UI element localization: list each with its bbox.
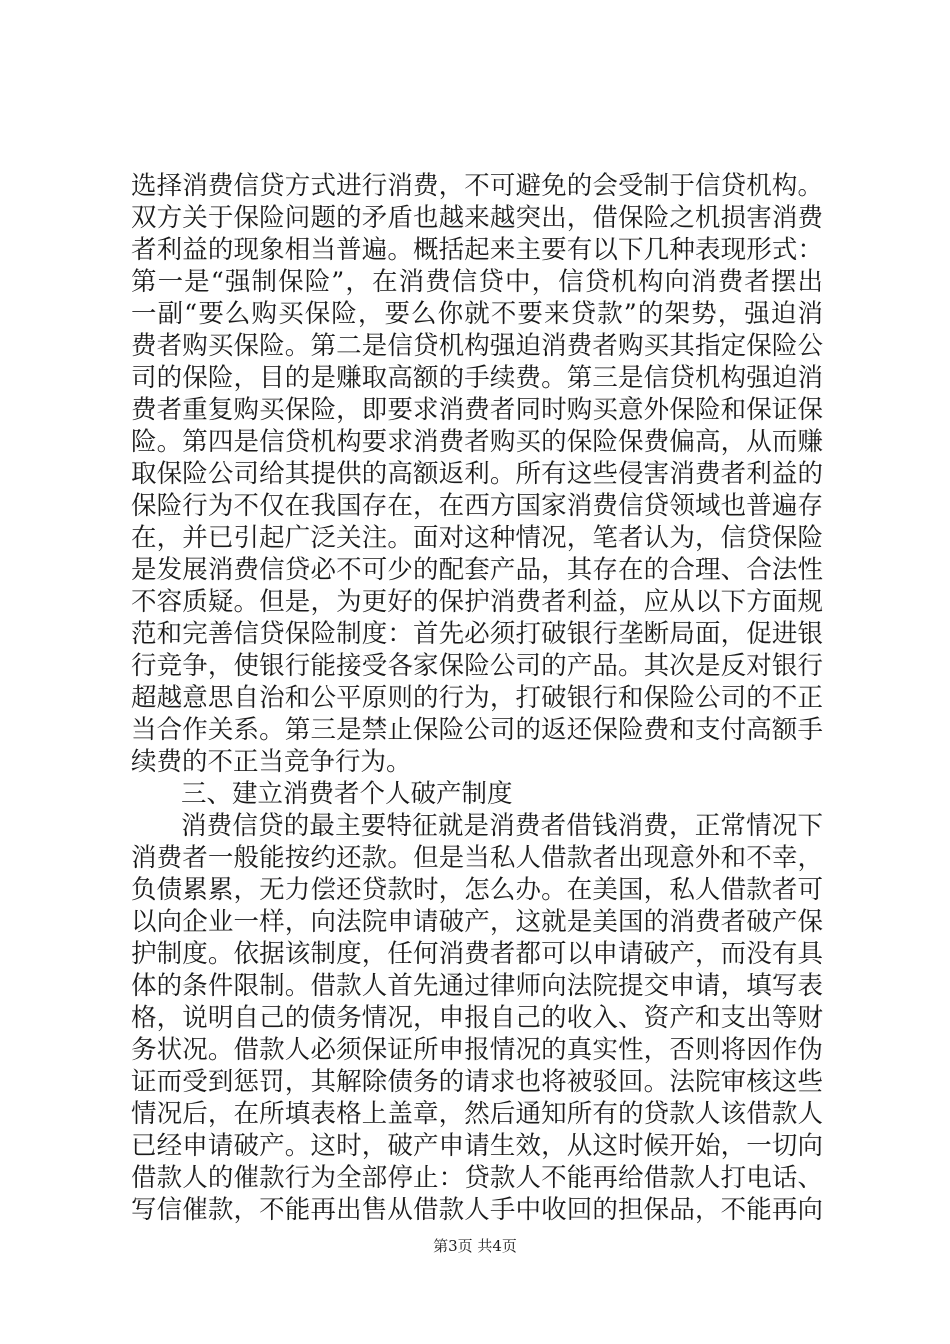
page-number-footer: 第3页 共4页: [433, 1237, 517, 1255]
body-text: [131, 170, 823, 1226]
text-line: 选择消费信贷方式进行消费，不可避免的会受制于信贷机构。: [131, 171, 823, 201]
text-line: 证而受到惩罚，其解除债务的请求也将被驳回。法院审核这些: [131, 1067, 823, 1097]
text-line: 以向企业一样，向法院申请破产，这就是美国的消费者破产保: [131, 907, 823, 937]
text-line: 一副“要么购买保险，要么你就不要来贷款”的架势，强迫消: [131, 299, 823, 329]
text-line: 第一是“强制保险”，在消费信贷中，信贷机构向消费者摆出: [131, 267, 823, 297]
text-line: 消费者一般能按约还款。但是当私人借款者出现意外和不幸，: [131, 843, 823, 873]
text-line: 格，说明自己的债务情况，申报自己的收入、资产和支出等财: [131, 1003, 823, 1033]
text-line: 保险行为不仅在我国存在，在西方国家消费信贷领域也普遍存: [131, 491, 823, 521]
text-line: 当合作关系。第三是禁止保险公司的返还保险费和支付高额手: [131, 715, 823, 745]
text-line: 务状况。借款人必须保证所申报情况的真实性，否则将因作伪: [131, 1035, 823, 1065]
text-line: 取保险公司给其提供的高额返利。所有这些侵害消费者利益的: [131, 459, 823, 489]
text-line: 负债累累，无力偿还贷款时，怎么办。在美国，私人借款者可: [131, 875, 823, 905]
text-line: 不容质疑。但是，为更好的保护消费者利益，应从以下方面规: [131, 587, 823, 617]
text-line: 超越意思自治和公平原则的行为，打破银行和保险公司的不正: [131, 683, 823, 713]
text-line: 消费信贷的最主要特征就是消费者借钱消费，正常情况下: [181, 811, 823, 841]
text-line: 情况后，在所填表格上盖章，然后通知所有的贷款人该借款人: [131, 1099, 823, 1129]
text-line: 费者重复购买保险，即要求消费者同时购买意外保险和保证保: [131, 395, 823, 425]
text-line: 费者购买保险。第二是信贷机构强迫消费者购买其指定保险公: [131, 331, 823, 361]
text-line: 范和完善信贷保险制度：首先必须打破银行垄断局面，促进银: [131, 619, 823, 649]
text-line: 是发展消费信贷必不可少的配套产品，其存在的合理、合法性: [131, 555, 823, 585]
section-heading: 三、建立消费者个人破产制度: [181, 779, 513, 809]
text-line: 在，并已引起广泛关注。面对这种情况，笔者认为，信贷保险: [131, 523, 823, 553]
text-line: 体的条件限制。借款人首先通过律师向法院提交申请，填写表: [131, 971, 823, 1001]
text-line: 护制度。依据该制度，任何消费者都可以申请破产，而没有具: [131, 939, 823, 969]
text-line: 双方关于保险问题的矛盾也越来越突出，借保险之机损害消费: [131, 203, 823, 233]
text-line: 司的保险，目的是赚取高额的手续费。第三是信贷机构强迫消: [131, 363, 823, 393]
text-line: 借款人的催款行为全部停止：贷款人不能再给借款人打电话、: [131, 1163, 823, 1193]
text-line: 险。第四是信贷机构要求消费者购买的保险保费偏高，从而赚: [131, 427, 823, 457]
text-line: 已经申请破产。这时，破产申请生效，从这时候开始，一切向: [131, 1131, 823, 1161]
text-line: 行竞争，使银行能接受各家保险公司的产品。其次是反对银行: [131, 651, 823, 681]
text-line: 者利益的现象相当普遍。概括起来主要有以下几种表现形式：: [131, 235, 823, 265]
text-line: 写信催款，不能再出售从借款人手中收回的担保品，不能再向: [131, 1195, 823, 1225]
text-line: 续费的不正当竞争行为。: [131, 747, 412, 777]
